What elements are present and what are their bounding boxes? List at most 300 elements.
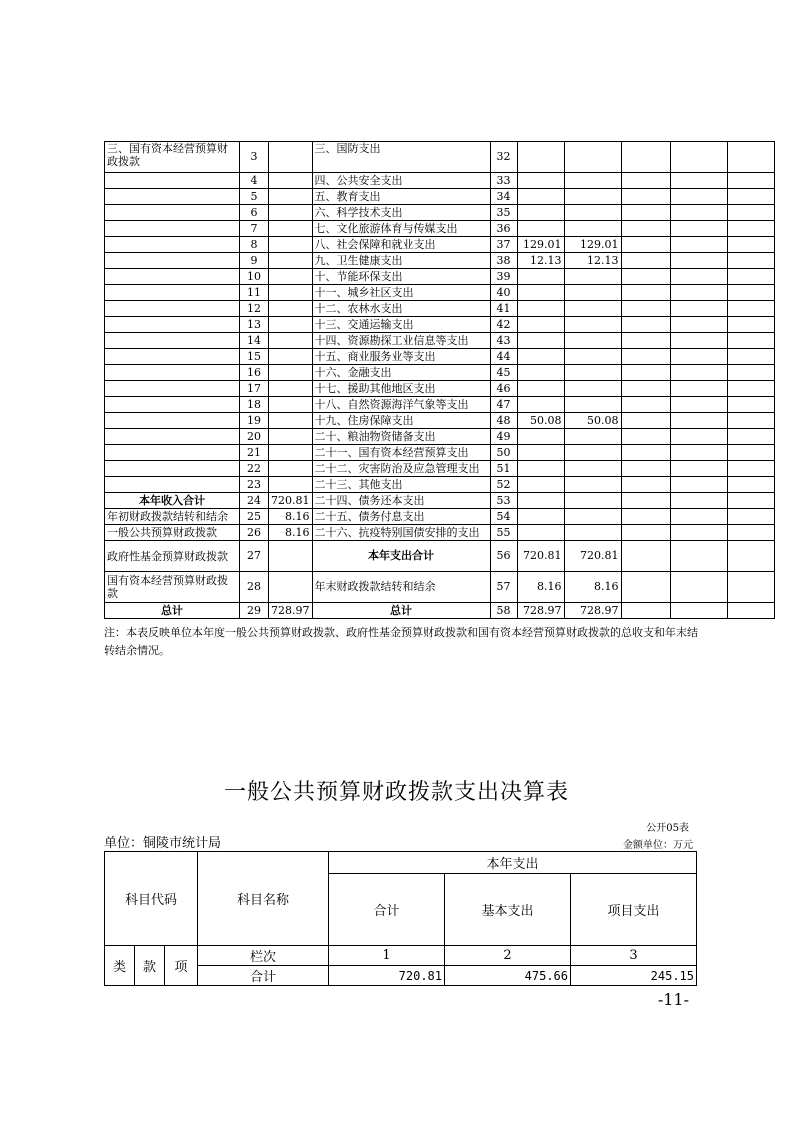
- expenditure-item-label: 十八、自然资源海洋气象等支出: [312, 397, 490, 413]
- income-line-no: 18: [240, 397, 269, 413]
- expenditure-total: 728.97: [517, 603, 564, 619]
- general-budget-amount: [564, 525, 621, 541]
- state-capital-amount: [727, 413, 774, 429]
- income-amount: [269, 189, 313, 205]
- table-row: [105, 413, 775, 429]
- income-line-no: 16: [240, 365, 269, 381]
- fund-budget-amount: [670, 221, 727, 237]
- state-capital-amount: [727, 333, 774, 349]
- expenditure-line-no: 55: [490, 525, 517, 541]
- table-row: [105, 317, 775, 333]
- subtotal-basic: [621, 429, 670, 445]
- state-capital-amount: [727, 269, 774, 285]
- expenditure-line-no: 47: [490, 397, 517, 413]
- subtotal-basic: [621, 477, 670, 493]
- table-row: [105, 541, 775, 572]
- income-item-label: [105, 189, 240, 205]
- state-capital-amount: [727, 285, 774, 301]
- income-line-no: 6: [240, 205, 269, 221]
- subtotal-basic: [621, 603, 670, 619]
- fund-budget-amount: [670, 333, 727, 349]
- header-xiang: 项: [165, 946, 198, 986]
- income-line-no: 24: [240, 493, 269, 509]
- income-item-label: [105, 477, 240, 493]
- page-title: 一般公共预算财政拨款支出决算表: [223, 780, 569, 805]
- expenditure-total: [517, 205, 564, 221]
- expenditure-line-no: 35: [490, 205, 517, 221]
- income-item-label: [105, 445, 240, 461]
- income-item-label: [105, 381, 240, 397]
- fund-budget-amount: [670, 301, 727, 317]
- fund-budget-amount: [670, 285, 727, 301]
- table-row: [105, 493, 775, 509]
- expenditure-total: [517, 461, 564, 477]
- expenditure-total: [517, 317, 564, 333]
- income-expenditure-summary-table: [104, 141, 775, 619]
- expenditure-line-no: 32: [490, 142, 517, 173]
- expenditure-line-no: 51: [490, 461, 517, 477]
- state-capital-amount: [727, 237, 774, 253]
- header-basic: 基本支出: [445, 874, 571, 946]
- general-budget-amount: 728.97: [564, 603, 621, 619]
- income-line-no: 8: [240, 237, 269, 253]
- income-line-no: 15: [240, 349, 269, 365]
- expenditure-line-no: 34: [490, 189, 517, 205]
- income-line-no: 19: [240, 413, 269, 429]
- expenditure-line-no: 40: [490, 285, 517, 301]
- subtotal-basic: [621, 381, 670, 397]
- header-kuan: 款: [135, 946, 165, 986]
- expenditure-total: [517, 173, 564, 189]
- expenditure-item-label: 二十三、其他支出: [312, 477, 490, 493]
- expenditure-item-label: 九、卫生健康支出: [312, 253, 490, 269]
- expenditure-total: [517, 365, 564, 381]
- expenditure-item-label: 五、教育支出: [312, 189, 490, 205]
- state-capital-amount: [727, 189, 774, 205]
- general-budget-amount: [564, 493, 621, 509]
- fund-budget-amount: [670, 237, 727, 253]
- total-value: 720.81: [329, 966, 445, 986]
- income-amount: [269, 397, 313, 413]
- expenditure-line-no: 48: [490, 413, 517, 429]
- expenditure-line-no: 58: [490, 603, 517, 619]
- subtotal-basic: [621, 572, 670, 603]
- header-lei: 类: [105, 946, 135, 986]
- income-amount: [269, 349, 313, 365]
- reporting-unit: 单位：铜陵市统计局: [104, 836, 222, 851]
- expenditure-line-no: 49: [490, 429, 517, 445]
- expenditure-item-label: 十二、农林水支出: [312, 301, 490, 317]
- income-item-label: [105, 349, 240, 365]
- income-item-label: [105, 461, 240, 477]
- income-line-no: 17: [240, 381, 269, 397]
- expenditure-total: 720.81: [517, 541, 564, 572]
- state-capital-amount: [727, 205, 774, 221]
- column-no-label: 栏次: [198, 946, 329, 966]
- income-amount: 8.16: [269, 525, 313, 541]
- income-amount: [269, 285, 313, 301]
- income-line-no: 26: [240, 525, 269, 541]
- income-item-label: 本年收入合计: [105, 493, 240, 509]
- state-capital-amount: [727, 572, 774, 603]
- income-amount: [269, 381, 313, 397]
- expenditure-item-label: 八、社会保障和就业支出: [312, 237, 490, 253]
- fund-budget-amount: [670, 493, 727, 509]
- income-amount: [269, 365, 313, 381]
- subtotal-basic: [621, 397, 670, 413]
- general-budget-amount: [564, 333, 621, 349]
- expenditure-total: [517, 477, 564, 493]
- expenditure-line-no: 33: [490, 173, 517, 189]
- table-row: [105, 173, 775, 189]
- table-row: [105, 365, 775, 381]
- income-item-label: [105, 253, 240, 269]
- general-budget-amount: [564, 189, 621, 205]
- expenditure-total: [517, 333, 564, 349]
- fund-budget-amount: [670, 365, 727, 381]
- state-capital-amount: [727, 365, 774, 381]
- subtotal-basic: [621, 221, 670, 237]
- income-amount: [269, 429, 313, 445]
- subtotal-basic: [621, 541, 670, 572]
- project-total-value: 245.15: [571, 966, 697, 986]
- general-budget-amount: [564, 509, 621, 525]
- expenditure-total: [517, 285, 564, 301]
- general-budget-amount: [564, 317, 621, 333]
- fund-budget-amount: [670, 461, 727, 477]
- expenditure-line-no: 37: [490, 237, 517, 253]
- general-budget-amount: [564, 269, 621, 285]
- subtotal-basic: [621, 173, 670, 189]
- fund-budget-amount: [670, 525, 727, 541]
- expenditure-total: [517, 301, 564, 317]
- fund-budget-amount: [670, 317, 727, 333]
- expenditure-item-label: 三、国防支出: [312, 142, 490, 173]
- subtotal-basic: [621, 413, 670, 429]
- income-item-label: [105, 173, 240, 189]
- fund-budget-amount: [670, 381, 727, 397]
- fund-budget-amount: [670, 572, 727, 603]
- income-amount: [269, 477, 313, 493]
- income-amount: [269, 221, 313, 237]
- table-row: [105, 445, 775, 461]
- income-item-label: [105, 413, 240, 429]
- subtotal-basic: [621, 301, 670, 317]
- expenditure-line-no: 56: [490, 541, 517, 572]
- income-line-no: 12: [240, 301, 269, 317]
- table-row: [105, 189, 775, 205]
- expenditure-total: [517, 429, 564, 445]
- header-project: 项目支出: [571, 874, 697, 946]
- expenditure-item-label: 十、节能环保支出: [312, 269, 490, 285]
- expenditure-line-no: 42: [490, 317, 517, 333]
- general-budget-amount: 50.08: [564, 413, 621, 429]
- table-row: [105, 205, 775, 221]
- subtotal-basic: [621, 317, 670, 333]
- income-line-no: 28: [240, 572, 269, 603]
- general-budget-amount: 129.01: [564, 237, 621, 253]
- expenditure-line-no: 41: [490, 301, 517, 317]
- income-item-label: [105, 397, 240, 413]
- column-no-2: 2: [445, 946, 571, 966]
- expenditure-total: [517, 349, 564, 365]
- expenditure-item-label: 七、文化旅游体育与传媒支出: [312, 221, 490, 237]
- expenditure-total: [517, 525, 564, 541]
- subtotal-basic: [621, 285, 670, 301]
- fund-budget-amount: [670, 509, 727, 525]
- income-line-no: 25: [240, 509, 269, 525]
- state-capital-amount: [727, 445, 774, 461]
- income-line-no: 14: [240, 333, 269, 349]
- expenditure-line-no: 52: [490, 477, 517, 493]
- state-capital-amount: [727, 525, 774, 541]
- amount-unit: 金额单位：万元: [623, 840, 693, 851]
- income-item-label: [105, 317, 240, 333]
- income-amount: [269, 173, 313, 189]
- subtotal-basic: [621, 493, 670, 509]
- expenditure-item-label: 十六、金融支出: [312, 365, 490, 381]
- income-item-label: [105, 237, 240, 253]
- table-row: [105, 525, 775, 541]
- subtotal-basic: [621, 365, 670, 381]
- general-budget-amount: 720.81: [564, 541, 621, 572]
- income-item-label: [105, 205, 240, 221]
- expenditure-item-label: 二十二、灾害防治及应急管理支出: [312, 461, 490, 477]
- column-no-1: 1: [329, 946, 445, 966]
- income-amount: [269, 205, 313, 221]
- income-line-no: 23: [240, 477, 269, 493]
- subtotal-basic: [621, 509, 670, 525]
- income-line-no: 4: [240, 173, 269, 189]
- table-row: [105, 301, 775, 317]
- expenditure-line-no: 46: [490, 381, 517, 397]
- state-capital-amount: [727, 429, 774, 445]
- income-amount: 720.81: [269, 493, 313, 509]
- general-budget-amount: [564, 477, 621, 493]
- subtotal-basic: [621, 189, 670, 205]
- table-row: [105, 572, 775, 603]
- general-budget-amount: [564, 445, 621, 461]
- table-row: [105, 381, 775, 397]
- income-item-label: 总计: [105, 603, 240, 619]
- income-line-no: 3: [240, 142, 269, 173]
- income-line-no: 29: [240, 603, 269, 619]
- general-budget-amount: 8.16: [564, 572, 621, 603]
- income-line-no: 13: [240, 317, 269, 333]
- table-row: [105, 461, 775, 477]
- expenditure-total: [517, 381, 564, 397]
- fund-budget-amount: [670, 477, 727, 493]
- header-subject-name: 科目名称: [198, 852, 329, 946]
- income-amount: [269, 269, 313, 285]
- expenditure-total: [517, 445, 564, 461]
- expenditure-item-label: 十一、城乡社区支出: [312, 285, 490, 301]
- general-budget-amount: [564, 461, 621, 477]
- income-line-no: 21: [240, 445, 269, 461]
- expenditure-total: [517, 397, 564, 413]
- income-item-label: 一般公共预算财政拨款: [105, 525, 240, 541]
- state-capital-amount: [727, 603, 774, 619]
- expenditure-item-label: 六、科学技术支出: [312, 205, 490, 221]
- expenditure-item-label: 十七、援助其他地区支出: [312, 381, 490, 397]
- subtotal-basic: [621, 349, 670, 365]
- general-budget-amount: [564, 397, 621, 413]
- expenditure-item-label: 十四、资源勘探工业信息等支出: [312, 333, 490, 349]
- expenditure-item-label: 本年支出合计: [312, 541, 490, 572]
- income-item-label: [105, 221, 240, 237]
- expenditure-total: [517, 493, 564, 509]
- state-capital-amount: [727, 477, 774, 493]
- income-item-label: 年初财政拨款结转和结余: [105, 509, 240, 525]
- state-capital-amount: [727, 541, 774, 572]
- subtotal-basic: [621, 253, 670, 269]
- fund-budget-amount: [670, 269, 727, 285]
- table-row: [105, 333, 775, 349]
- income-line-no: 7: [240, 221, 269, 237]
- fund-budget-amount: [670, 413, 727, 429]
- state-capital-amount: [727, 173, 774, 189]
- general-budget-amount: [564, 221, 621, 237]
- income-line-no: 20: [240, 429, 269, 445]
- general-budget-amount: [564, 205, 621, 221]
- state-capital-amount: [727, 397, 774, 413]
- table-row: [105, 349, 775, 365]
- table-row: [105, 253, 775, 269]
- expenditure-line-no: 45: [490, 365, 517, 381]
- income-amount: [269, 572, 313, 603]
- expenditure-line-no: 53: [490, 493, 517, 509]
- income-amount: [269, 317, 313, 333]
- expenditure-item-label: 总计: [312, 603, 490, 619]
- table-row: [105, 285, 775, 301]
- expenditure-item-label: 十五、商业服务业等支出: [312, 349, 490, 365]
- general-budget-amount: [564, 285, 621, 301]
- income-item-label: [105, 301, 240, 317]
- state-capital-amount: [727, 301, 774, 317]
- header-total: 合计: [329, 874, 445, 946]
- income-item-label: [105, 429, 240, 445]
- income-amount: 728.97: [269, 603, 313, 619]
- income-amount: [269, 253, 313, 269]
- general-budget-amount: [564, 429, 621, 445]
- state-capital-amount: [727, 461, 774, 477]
- fund-budget-amount: [670, 541, 727, 572]
- income-line-no: 5: [240, 189, 269, 205]
- general-budget-amount: [564, 349, 621, 365]
- table-row: [105, 221, 775, 237]
- fund-budget-amount: [670, 253, 727, 269]
- fund-budget-amount: [670, 429, 727, 445]
- expenditure-table: [104, 851, 697, 986]
- income-amount: [269, 413, 313, 429]
- subtotal-basic: [621, 237, 670, 253]
- subtotal-basic: [621, 461, 670, 477]
- income-item-label: 政府性基金预算财政拨款: [105, 541, 240, 572]
- income-line-no: 27: [240, 541, 269, 572]
- expenditure-item-label: 二十四、债务还本支出: [312, 493, 490, 509]
- table-row: [105, 477, 775, 493]
- column-no-3: 3: [571, 946, 697, 966]
- income-line-no: 11: [240, 285, 269, 301]
- state-capital-amount: [727, 493, 774, 509]
- state-capital-amount: [727, 317, 774, 333]
- expenditure-line-no: 57: [490, 572, 517, 603]
- state-capital-amount: [727, 142, 774, 173]
- general-budget-amount: [564, 381, 621, 397]
- expenditure-total: [517, 269, 564, 285]
- form-number: 公开05表: [646, 823, 689, 834]
- expenditure-total: [517, 189, 564, 205]
- income-amount: [269, 461, 313, 477]
- general-budget-amount: [564, 142, 621, 173]
- expenditure-total: 50.08: [517, 413, 564, 429]
- fund-budget-amount: [670, 445, 727, 461]
- fund-budget-amount: [670, 205, 727, 221]
- table-row: [105, 269, 775, 285]
- general-budget-amount: [564, 365, 621, 381]
- table-row: [105, 142, 775, 173]
- fund-budget-amount: [670, 189, 727, 205]
- income-item-label: [105, 269, 240, 285]
- fund-budget-amount: [670, 349, 727, 365]
- expenditure-total: 8.16: [517, 572, 564, 603]
- expenditure-item-label: 二十、粮油物资储备支出: [312, 429, 490, 445]
- table-row: [105, 509, 775, 525]
- table-row: [105, 429, 775, 445]
- table-note: 注：本表反映单位本年度一般公共预算财政拨款、政府性基金预算财政拨款和国有资本经营预算财政拨款的总收支和年末结转结余情况。: [104, 626, 698, 657]
- income-item-label: [105, 365, 240, 381]
- total-label: 合计: [198, 966, 329, 986]
- state-capital-amount: [727, 509, 774, 525]
- table-row: [105, 237, 775, 253]
- subtotal-basic: [621, 142, 670, 173]
- subtotal-basic: [621, 525, 670, 541]
- expenditure-line-no: 38: [490, 253, 517, 269]
- expenditure-total: [517, 221, 564, 237]
- subtotal-basic: [621, 445, 670, 461]
- income-line-no: 9: [240, 253, 269, 269]
- state-capital-amount: [727, 349, 774, 365]
- expenditure-line-no: 39: [490, 269, 517, 285]
- table-row: [105, 603, 775, 619]
- expenditure-item-label: 年末财政拨款结转和结余: [312, 572, 490, 603]
- page-number: -11-: [657, 990, 689, 1009]
- income-item-label: 三、国有资本经营预算财政拨款: [105, 142, 240, 173]
- fund-budget-amount: [670, 142, 727, 173]
- subtotal-basic: [621, 333, 670, 349]
- expenditure-item-label: 二十五、债务付息支出: [312, 509, 490, 525]
- expenditure-line-no: 50: [490, 445, 517, 461]
- fund-budget-amount: [670, 603, 727, 619]
- subtotal-basic: [621, 205, 670, 221]
- income-amount: [269, 142, 313, 173]
- expenditure-item-label: 十九、住房保障支出: [312, 413, 490, 429]
- header-subject-code: 科目代码: [105, 852, 198, 946]
- basic-total-value: 475.66: [445, 966, 571, 986]
- income-item-label: [105, 285, 240, 301]
- income-amount: [269, 237, 313, 253]
- general-budget-amount: 12.13: [564, 253, 621, 269]
- general-budget-amount: [564, 301, 621, 317]
- expenditure-line-no: 54: [490, 509, 517, 525]
- expenditure-line-no: 44: [490, 349, 517, 365]
- expenditure-item-label: 二十六、抗疫特别国债安排的支出: [312, 525, 490, 541]
- expenditure-total: 129.01: [517, 237, 564, 253]
- income-amount: [269, 333, 313, 349]
- state-capital-amount: [727, 253, 774, 269]
- expenditure-total: 12.13: [517, 253, 564, 269]
- state-capital-amount: [727, 381, 774, 397]
